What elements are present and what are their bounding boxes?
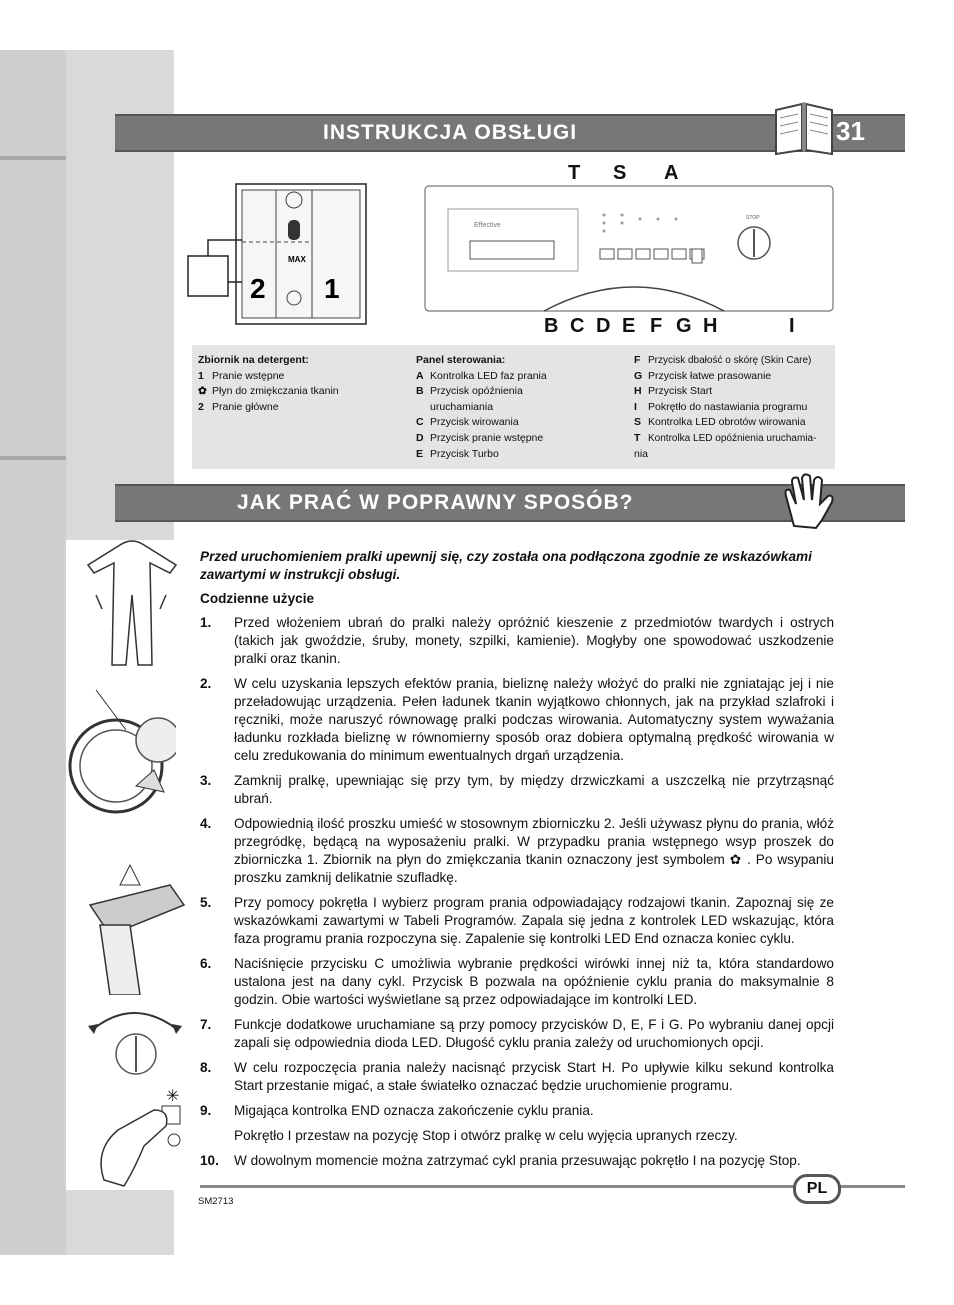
detergent-drawer-diagram (186, 182, 376, 328)
section-title: INSTRUKCJA OBSŁUGI (323, 121, 578, 144)
label-d: D (596, 315, 611, 337)
compartment-2-label: 2 (250, 273, 266, 304)
door-loading-illustration (66, 690, 176, 830)
label-a: A (664, 162, 679, 184)
legend-item: nia (634, 447, 649, 460)
intro-text: Przed uruchomieniem pralki upewnij się, czy została ona podłączona zgodnie ze wskazówkami zawartymi w instrukcji obsługi. (200, 549, 812, 582)
list-item: 3. Zamknij pralkę, upewniając się przy tym, by między drzwiczkami a uszczelką nie przytrząsnąć ubrań. (200, 773, 834, 806)
detergent-drawer-illustration (80, 845, 190, 995)
label-i: I (789, 315, 795, 337)
panel-brand: Effective (474, 222, 501, 229)
max-label: MAX (288, 255, 306, 264)
label-f: F (650, 315, 663, 337)
control-panel-diagram (424, 183, 836, 313)
dial-stop-label: STOP (746, 215, 760, 221)
list-item: 9. Migająca kontrolka END oznacza zakończenie cyklu prania. (200, 1103, 594, 1118)
margin-notch (0, 456, 66, 460)
list-item: 2. W celu uzyskania lepszych efektów prania, bieliznę należy włożyć do pralki nie zgniatając jej i nie przeładowując urządzenia. Pełen ładunek tkanin wyjątkowo chłonnych, jak na przykład szlafroki i ręczniki, może naruszyć równowagę pralki podczas wirowania. Automatyczny system wyważania ładunku rozkłada bieliznę w równomierny sposób oraz dobiera optymalną prędkość wirowania w celu zredukowania do minimum ewentualnych drgań urządzenia. (200, 676, 834, 763)
list-item: 7. Funkcje dodatkowe uruchamiane są przy pomocy przycisków D, E, F i G. Po wybraniu danej opcji zapali się odpowiednia dioda LED. Długość cyklu prania zależy od uruchomionych opcji. (200, 1017, 834, 1050)
legend-item: G Przycisk łatwe prasowanie (634, 369, 772, 382)
label-g: G (676, 315, 692, 337)
label-s: S (613, 162, 627, 184)
legend-control-panel-cont (634, 353, 832, 462)
legend-item: S Kontrolka LED obrotów wirowania (634, 416, 806, 429)
legend-item: ✿ Płyn do zmiękczania tkanin (198, 384, 339, 400)
legend-item: D Przycisk pranie wstępne (416, 431, 544, 444)
program-dial-illustration (84, 1000, 194, 1090)
legend-item: C Przycisk wirowania (416, 416, 519, 429)
legend-detergent (198, 353, 339, 415)
legend-item: E Przycisk Turbo (416, 447, 499, 460)
hand-icon (782, 472, 836, 530)
list-item: 4. Odpowiednią ilość proszku umieść w stosownym zbiorniczku 2. Jeśli używasz płynu do prania, włóż przegródkę, będącą na wyposażeniu pralki. W przypadku prania wstępnego wsyp proszek do zbiorniczka 1. Zbiornik na płyn do zmiękczania tkanin oznaczony jest symbolem ✿ . Po wsypaniu proszku zamknij delikatnie szufladkę. (200, 816, 834, 885)
list-item: 5. Przy pomocy pokrętła I wybierz program prania odpowiadający rodzajowi tkanin. Zapoznaj się ze wskazówkami zawartymi w Tabeli Programów. Zapala się jedna z kontrolek LED wskazując, która faza programu prania rozpoczyna się. Zapalenie się kontrolki LED End oznacza koniec cyklu. (200, 895, 834, 946)
blinking-light-icon: ✳ (166, 1088, 180, 1105)
legend-item: uruchamiania (430, 400, 494, 413)
section-title: JAK PRAĆ W POPRAWNY SPOSÓB? (237, 491, 634, 514)
legend-item: 1 Pranie wstępne (198, 369, 285, 382)
instructions-body (200, 548, 834, 1177)
book-icon (772, 100, 836, 156)
legend-panel (192, 345, 835, 469)
margin-notch (0, 156, 66, 160)
label-c: C (570, 315, 585, 337)
list-item: 8. W celu rozpoczęcia prania należy nacisnąć przycisk Start H. Po upływie kilku sekund kontrolka Start przestanie migać, a stałe światełko oznaczać będzie uruchomienie programu. (200, 1060, 834, 1093)
legend-control-panel (416, 353, 547, 462)
compartment-1-label: 1 (324, 273, 340, 304)
label-h: H (703, 315, 718, 337)
label-t: T (568, 162, 581, 184)
list-item: 1. Przed włożeniem ubrań do pralki należy opróżnić kieszenie z przedmiotów twardych i ostrych (takich jak gwoździe, śruby, monety, szpilki, kamienie). Mogłyby one spowodować uszkodzenie pralki oraz tkanin. (200, 615, 834, 666)
clothes-pockets-illustration (80, 535, 184, 675)
list-item: 10. W dowolnym momencie można zatrzymać cykl prania przesuwając pokrętło I na pozycję Stop. (200, 1153, 801, 1168)
label-e: E (622, 315, 636, 337)
page-number: 31 (836, 116, 865, 146)
legend-item: A Kontrolka LED faz prania (416, 369, 547, 382)
legend-item: H Przycisk Start (634, 385, 713, 398)
legend-item: F Przycisk dbałość o skórę (Skin Care) (634, 354, 812, 366)
legend-heading: Zbiornik na detergent: (198, 354, 309, 366)
left-margin-strip (0, 50, 66, 1255)
legend-item: I Pokrętło do nastawiania programu (634, 400, 808, 413)
legend-item: T Kontrolka LED opóźnienia uruchamia- (634, 431, 817, 444)
list-item: 6. Naciśnięcie przycisku C umożliwia wybranie prędkości wirówki innej niż ta, która standardowo ustalona jest na dany cykl. Przycisk B pozwala na opóźnienie cyklu prania do maksymalnie 8 godzin. Obie wartości wyświetlane są przez odpowiadające im kontrolki LED. (200, 956, 834, 1007)
legend-heading: Panel sterowania: (416, 354, 506, 366)
label-b: B (544, 315, 559, 337)
legend-item: 2 Pranie główne (198, 400, 279, 413)
document-code: SM2713 (198, 1196, 234, 1207)
list-item: Pokrętło I przestaw na pozycję Stop i otwórz pralkę w celu wyjęcia upranych rzeczy. (234, 1128, 738, 1143)
subheading: Codzienne użycie (200, 591, 315, 606)
flower-icon: ✿ (198, 385, 207, 398)
legend-item: B Przycisk opóźnienia (416, 385, 523, 398)
language-badge: PL (793, 1174, 841, 1204)
